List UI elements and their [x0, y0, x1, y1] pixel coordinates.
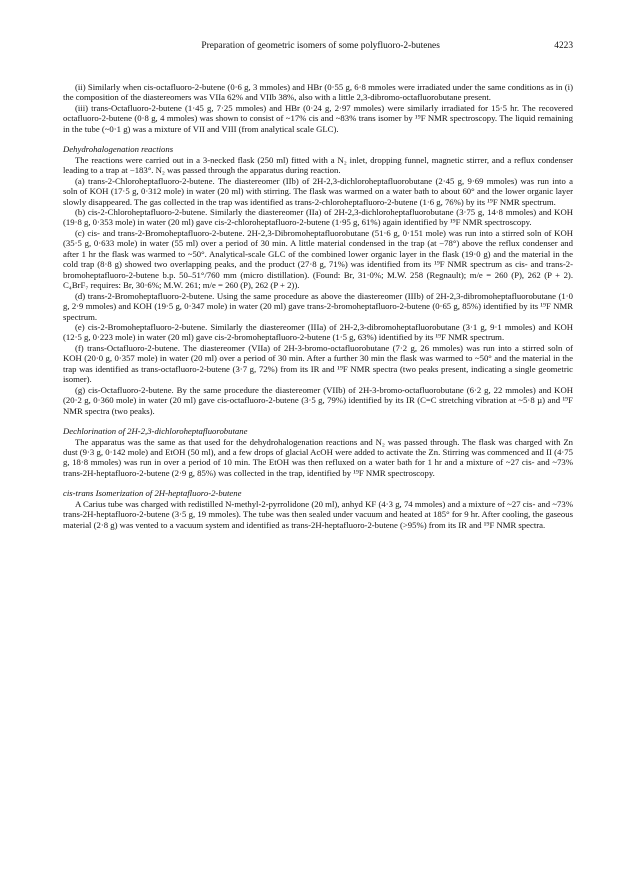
paragraph-g: (g) cis-Octafluoro-2-butene. By the same procedure the diastereomer (VIIb) of 2H-3-bromo-octafluorobutane (6·2 g, 22 mmoles) and KOH (20·2 g, 0·360 mole) in water (20 ml) gave cis-octafluoro-2-butene (3·5 g, 79%) identified by its IR (C=C stretching vibration at ~5·8 µ) and ¹⁹F NMR spectra (two peaks). — [63, 384, 573, 416]
paragraph-iii: (iii) trans-Octafluoro-2-butene (1·45 g, 7·25 mmoles) and HBr (0·24 g, 2·97 mmoles) were similarly irradiated for 15·5 hr. The recovered octafluoro-2-butene (0·8 g, 4 mmoles) was shown to consist of ~17% cis and ~83% trans isomer by ¹⁹F NMR spectroscopy. The liquid remaining in the tube (~0·1 g) was a mixture of VII and VIII (from analytical scale GLC). — [63, 102, 573, 134]
paragraph-ii: (ii) Similarly when cis-octafluoro-2-butene (0·6 g, 3 mmoles) and HBr (0·55 g, 6·8 mmoles were irradiated under the same conditions as in (i) the composition of the diastereomers was VIIa 62% and VIIb 38%, also with a little 2,3-dibromo-octafluorobutane present. — [63, 82, 573, 103]
paragraph-dechlorination: The apparatus was the same as that used for the dehydrohalogenation reactions and N₂ was passed through. The flask was charged with Zn dust (9·3 g, 0·142 mole) and EtOH (50 ml), and a few drops of glacial AcOH were added to activate the Zn. Stirring was commenced and II (4·75 g, 18·8 mmoles) was run in over a period of 10 min. The EtOH was then refluxed on a water bath for 1 hr and a mixture of ~27 cis- and ~73% trans-2H-heptafluoro-2-butene (2·9 g, 85%) was collected in the trap, identified by ¹⁹F NMR spectroscopy. — [63, 436, 573, 478]
paragraph-a: (a) trans-2-Chloroheptafluoro-2-butene. The diastereomer (IIb) of 2H-2,3-dichloroheptafluorobutane (2·45 g, 9·69 mmoles) was run into a soln of KOH (17·5 g, 0·312 mole) in water (20 ml) with stirring. The flask was warmed on a water bath to about 60° and the lower organic layer slowly disappeared. The gas collected in the trap was identified as trans-2-chloroheptafluoro-2-butene (1·6 g, 76%) by its ¹⁹F NMR spectrum. — [63, 175, 573, 207]
page-number: 4223 — [554, 41, 573, 51]
paragraph-b: (b) cis-2-Chloroheptafluoro-2-butene. Similarly the diastereomer (IIa) of 2H-2,3-dichloroheptafluorobutane (3·75 g, 14·8 mmoles) and KOH (19·8 g, 0·353 mole) in water (20 ml) gave cis-2-chloroheptafluoro-2-butene (1·95 g, 61%) again identified by ¹⁹F NMR spectroscopy. — [63, 206, 573, 228]
document-page — [63, 40, 573, 530]
section-heading-isomerization: cis-trans Isomerization of 2H-heptafluoro-2-butene — [63, 488, 242, 499]
paragraph-e: (e) cis-2-Bromoheptafluoro-2-butene. Similarly the diastereomer (IIIa) of 2H-2,3-dibromoheptafluorobutane (3·1 g, 9·1 mmoles) and KOH (12·5 g, 0·223 mole) in water (20 ml) gave cis-2-bromoheptafluoro-2-butene (1·5 g, 63%) identified by its ¹⁹F NMR spectrum. — [63, 321, 573, 343]
paragraph-d: (d) trans-2-Bromoheptafluoro-2-butene. Using the same procedure as above the diastereomer (IIIb) of 2H-2,3-dibromoheptafluorobutane (1·0 g, 2·9 mmoles) and KOH (19·5 g, 0·347 mole) in water (20 ml) gave trans-2-bromoheptafluoro-2-butene (0·65 g, 85%) identified by its ¹⁹F NMR spectrum. — [63, 290, 573, 322]
page-header — [63, 40, 573, 52]
paragraph-dehydro-intro: The reactions were carried out in a 3-necked flask (250 ml) fitted with a N₂ inlet, dropping funnel, magnetic stirrer, and a reflux condenser leading to a trap at −183°. N₂ was passed through the apparatus during reaction. — [63, 154, 573, 176]
paragraph-f: (f) trans-Octafluoro-2-butene. The diastereomer (VIIa) of 2H-3-bromo-octafluorobutane (7·2 g, 26 mmoles) was run into a stirred soln of KOH (20·0 g, 0·357 mole) in water (20 ml) over a period of 30 min. After a further 30 min the flask was warmed to ~50° and the material in the trap was identified as trans-octafluoro-2-butene (3·7 g, 72%) from its IR and ¹⁹F NMR spectra (two peaks present, indicating a single geometric isomer). — [63, 342, 573, 385]
running-title: Preparation of geometric isomers of some polyfluoro-2-butenes — [201, 41, 440, 51]
section-heading-dechlorination: Dechlorination of 2H-2,3-dichloroheptafluorobutane — [63, 426, 248, 437]
paragraph-isomerization: A Carius tube was charged with redistilled N-methyl-2-pyrrolidone (20 ml), anhyd KF (4·3 g, 74 mmoles) and a mixture of ~27 cis- and ~73% trans-2H-heptafluoro-2-butene (3·5 g, 19 mmoles). The tube was then sealed under vacuum and heated at 185° for 9 hr. After cooling, the gaseous material (2·8 g) was vented to a vacuum system and identified as trans-2H-heptafluoro-2-butene (>95%) from its IR and ¹⁹F NMR spectra. — [63, 498, 573, 530]
paragraph-c: (c) cis- and trans-2-Bromoheptafluoro-2-butene. 2H-2,3-Dibromoheptafluorobutane (51·6 g, 0·151 mole) was run into a stirred soln of KOH (35·5 g, 0·633 mole) in water (55 ml) over a period of 30 min. A little material condensed in the trap (at −78°) above the reflux condenser and after 1 hr the flask was warmed to ~50°. Analytical-scale GLC of the combined lower organic layer in the flask (19·0 g) and the material in the cold trap (8·8 g) showed two overlapping peaks, and the product (27·8 g, 71%) was identified from its ¹⁹F NMR spectrum as cis- and trans-2-bromoheptafluoro-2-butene b.p. 50–51°/760 mm (micro distillation). (Found: Br, 31·0%; M.W. 258 (Regnault); m/e = 260 (P), 262 (P + 2). C₄BrF₇ requires: Br, 30·6%; M.W. 261; m/e = 260 (P), 262 (P + 2)). — [63, 227, 573, 291]
section-heading-dehydrohalogenation: Dehydrohalogenation reactions — [63, 144, 174, 155]
